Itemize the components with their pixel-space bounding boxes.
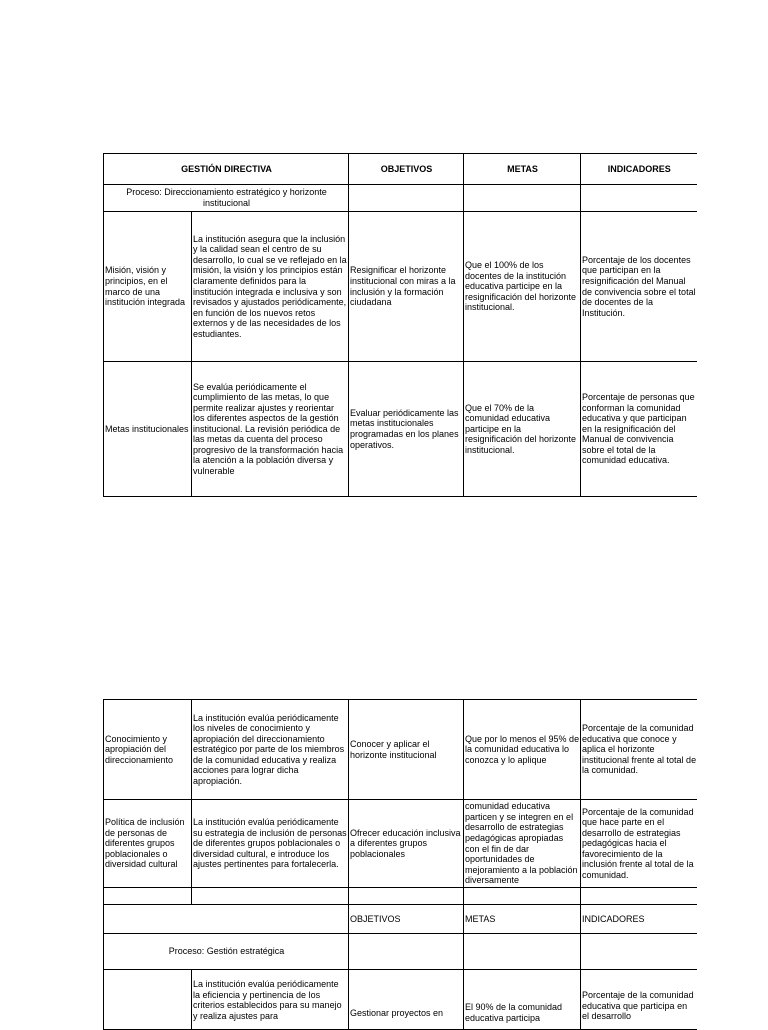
empty-cell: [581, 888, 697, 905]
row-label: Conocimiento y apropiación del direccionamiento: [104, 700, 192, 800]
header-objetivos: OBJETIVOS: [349, 905, 464, 934]
header-indicadores: INDICADORES: [581, 905, 697, 934]
row-goal: Que el 100% de los docentes de la institución educativa participe en la resignificación del horizonte institucional.: [464, 212, 581, 362]
empty-cell: [104, 905, 349, 934]
row-description: La institución evalúa periódicamente su estrategia de inclusión de personas de diferentes grupos poblacionales o diversidad cultural, e introduce los ajustes pertinentes para fortalecerla.: [192, 800, 349, 888]
row-label: Metas institucionales: [104, 362, 192, 497]
row-description: La institución evalúa periódicamente la eficiencia y pertinencia de los criterios establecidos para su manejo y realiza ajustes para: [192, 970, 349, 1030]
empty-cell: [104, 888, 192, 905]
row-label: Política de inclusión de personas de diferentes grupos poblacionales o diversidad cultural: [104, 800, 192, 888]
empty-cell: [464, 185, 581, 212]
empty-cell: [581, 934, 697, 970]
empty-cell: [192, 888, 349, 905]
row-indicator: Porcentaje de personas que conforman la comunidad educativa y que participan en la resignificación del Manual de convivencia sobre el total de la comunidad educativa.: [581, 362, 697, 497]
header-gestion-directiva: GESTIÓN DIRECTIVA: [104, 154, 349, 185]
row-label: [104, 970, 192, 1030]
empty-cell: [349, 934, 464, 970]
row-objective: Resignificar el horizonte institucional con miras a la inclusión y la formación ciudadana: [349, 212, 464, 362]
empty-cell: [464, 934, 581, 970]
row-label: Misión, visión y principios, en el marco de una institución integrada: [104, 212, 192, 362]
table-header-row: [104, 154, 697, 185]
row-objective: Evaluar periódicamente las metas institucionales programadas en los planes operativos.: [349, 362, 464, 497]
header-objetivos: OBJETIVOS: [349, 154, 464, 185]
table-row: [104, 970, 697, 1030]
gestion-directiva-table-1: [103, 153, 697, 497]
empty-cell: [581, 185, 697, 212]
row-description: La institución evalúa periódicamente los niveles de conocimiento y apropiación del direccionamiento estratégico por parte de los miembros de la comunidad educativa y realiza acciones para lograr dicha apropiación.: [192, 700, 349, 800]
row-description: Se evalúa periódicamente el cumplimiento de las metas, lo que permite realizar ajustes y reorientar los diferentes aspectos de la gestión institucional. La revisión periódica de las metas da cuenta del proceso progresivo de la transformación hacia la atención a la población diversa y vulnerable: [192, 362, 349, 497]
gestion-directiva-table-2: [103, 699, 697, 1030]
table-row: [104, 362, 697, 497]
header-metas: METAS: [464, 905, 581, 934]
row-goal: Que por lo menos el 95% de la comunidad educativa lo conozca y lo aplique: [464, 700, 581, 800]
row-objective: Ofrecer educación inclusiva a diferentes grupos poblacionales: [349, 800, 464, 888]
empty-cell: [349, 888, 464, 905]
process-row: [104, 185, 697, 212]
row-objective: Gestionar proyectos en: [349, 970, 464, 1030]
row-goal: El 90% de la comunidad educativa participa: [464, 970, 581, 1030]
process-title: Proceso: Gestión estratégica: [104, 934, 349, 970]
empty-cell: [349, 185, 464, 212]
table-header-row: [104, 905, 697, 934]
empty-cell: [464, 888, 581, 905]
row-indicator: Porcentaje de la comunidad que hace parte en el desarrollo de estrategias pedagógicas hacia el favorecimiento de la inclusión frente al total de la comunidad.: [581, 800, 697, 888]
header-metas: METAS: [464, 154, 581, 185]
process-title: Proceso: Direccionamiento estratégico y horizonte institucional: [104, 185, 349, 212]
empty-row: [104, 888, 697, 905]
process-row: [104, 934, 697, 970]
row-goal: comunidad educativa particen y se integren en el desarrollo de estrategias pedagógicas apropiadas con el fin de dar oportunidades de mejoramiento a la población diversamente: [464, 800, 581, 888]
row-objective: Conocer y aplicar el horizonte institucional: [349, 700, 464, 800]
table-row: [104, 800, 697, 888]
row-indicator: Porcentaje de la comunidad educativa que conoce y aplica el horizonte institucional frente al total de la comunidad.: [581, 700, 697, 800]
table-row: [104, 212, 697, 362]
row-goal: Que el 70% de la comunidad educativa participe en la resignificación del horizonte institucional.: [464, 362, 581, 497]
header-indicadores: INDICADORES: [581, 154, 697, 185]
row-indicator: Porcentaje de los docentes que participan en la resignificación del Manual de convivencia sobre el total de docentes de la Institución.: [581, 212, 697, 362]
row-indicator: Porcentaje de la comunidad educativa que participa en el desarrollo: [581, 970, 697, 1030]
row-description: La institución asegura que la inclusión y la calidad sean el centro de su desarrollo, lo cual se ve reflejado en la misión, la visión y los principios están claramente definidos para la institución integrada e inclusiva y son revisados y ajustados periódicamente, en función de los nuevos retos externos y de las necesidades de los estudiantes.: [192, 212, 349, 362]
table-row: [104, 700, 697, 800]
